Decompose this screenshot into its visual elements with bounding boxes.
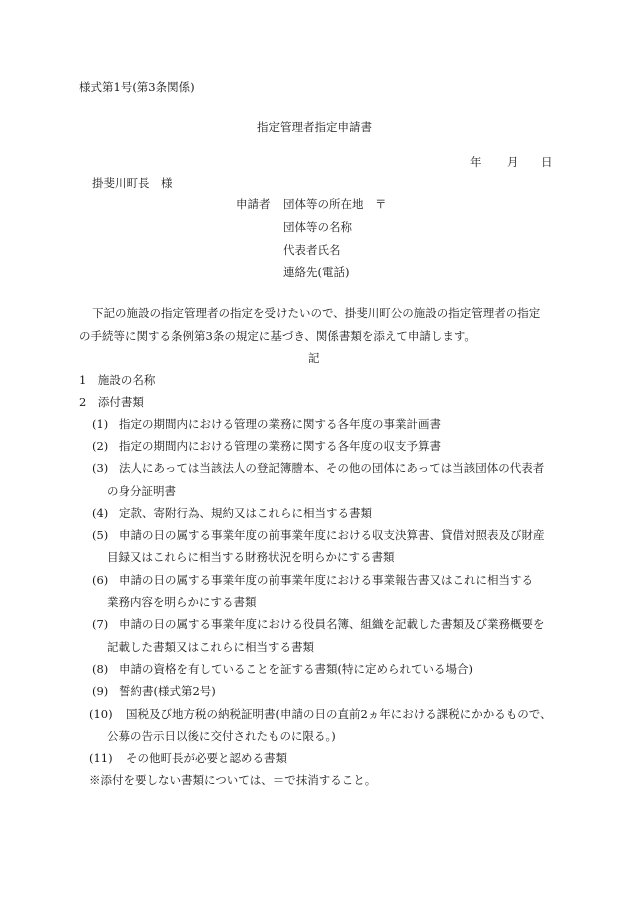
- attachment-number: (9): [92, 684, 109, 698]
- attachment-text: 申請の日の属する事業年度の前事業年度における事業報告書又はこれに相当する: [119, 573, 533, 587]
- attachment-text: 指定の期間内における管理の業務に関する各年度の収支予算書: [119, 439, 441, 453]
- applicant-address: 団体等の所在地 〒: [283, 197, 387, 211]
- attachment-number: (7): [92, 617, 109, 631]
- attachment-number: (4): [92, 506, 109, 520]
- attachment-text: 申請の日の属する事業年度の前事業年度における収支決算書、貸借対照表及び財産: [119, 528, 545, 542]
- section-attachments: 2 添付書類: [79, 395, 144, 409]
- applicant-representative: 代表者氏名: [283, 243, 341, 257]
- applicant-name: 団体等の名称: [283, 220, 352, 234]
- ki-heading: 記: [308, 351, 320, 365]
- applicant-label: 申請者: [236, 197, 271, 211]
- attachment-number: (2): [92, 439, 109, 453]
- date-year: 年: [470, 155, 482, 169]
- attachment-text: その他町長が必要と認める書類: [126, 751, 287, 765]
- date-day: 日: [541, 155, 553, 169]
- attachment-number: (10): [89, 707, 113, 721]
- attachment-text: 国税及び地方税の納税証明書(申請の日の直前2ヵ年における課税にかかるもので、: [126, 707, 552, 721]
- form-number: 様式第1号(第3条関係): [79, 80, 195, 94]
- document-title: 指定管理者指定申請書: [257, 120, 372, 134]
- addressee: 掛斐川町長 様: [92, 176, 173, 190]
- body-line: 下記の施設の指定管理者の指定を受けたいので、掛斐川町公の施設の指定管理者の指定: [92, 306, 541, 320]
- attachment-text: 誓約書(様式第2号): [119, 684, 216, 698]
- attachment-number: (11): [89, 751, 113, 765]
- attachment-text: 定款、寄附行為、規約又はこれらに相当する書類: [119, 506, 372, 520]
- note: ※添付を要しない書類については、＝で抹消すること。: [89, 773, 377, 787]
- date-month: 月: [507, 155, 519, 169]
- attachment-text: 申請の資格を有していることを証する書類(特に定められている場合): [119, 662, 473, 676]
- attachment-number: (3): [92, 461, 109, 475]
- section-facility-name: 1 施設の名称: [79, 373, 156, 387]
- applicant-contact: 連絡先(電話): [283, 265, 350, 279]
- attachment-text-cont: 目録又はこれらに相当する財務状況を明らかにする書類: [107, 550, 395, 564]
- attachment-text-cont: 公募の告示日以後に交付されたものに限る。): [107, 729, 336, 743]
- attachment-number: (1): [92, 417, 109, 431]
- body-line: の手続等に関する条例第3条の規定に基づき、関係書類を添えて申請します。: [79, 329, 476, 343]
- attachment-number: (5): [92, 528, 109, 542]
- attachment-text: 指定の期間内における管理の業務に関する各年度の事業計画書: [119, 417, 441, 431]
- attachment-text: 申請の日の属する事業年度における役員名簿、組織を記載した書類及び業務概要を: [119, 617, 545, 631]
- attachment-text-cont: 業務内容を明らかにする書類: [107, 595, 257, 609]
- attachment-text-cont: 記載した書類又はこれらに相当する書類: [107, 640, 314, 654]
- attachment-text: 法人にあっては当該法人の登記簿謄本、その他の団体にあっては当該団体の代表者: [119, 461, 545, 475]
- attachment-number: (8): [92, 662, 109, 676]
- attachment-number: (6): [92, 573, 109, 587]
- attachment-text-cont: の身分証明書: [107, 484, 176, 498]
